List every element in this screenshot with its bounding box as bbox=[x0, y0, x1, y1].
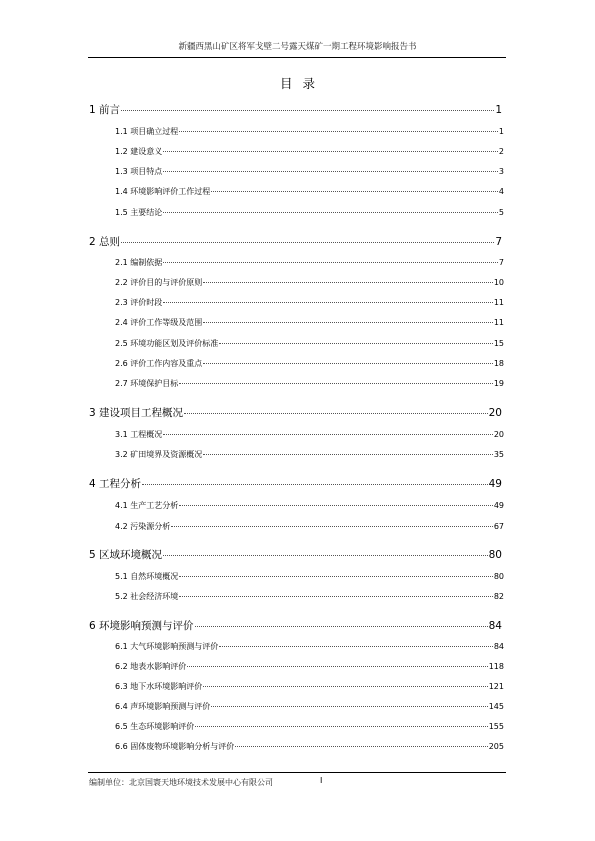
toc-page-number: 15 bbox=[493, 339, 504, 348]
toc-dot-leader bbox=[171, 526, 493, 527]
page-number: I bbox=[320, 776, 323, 785]
toc-entry-label: 2.5 环境功能区划及评价标准 bbox=[115, 339, 219, 348]
toc-page-number: 11 bbox=[493, 298, 504, 307]
toc-section-entry[interactable] bbox=[115, 126, 504, 137]
toc-section-entry[interactable] bbox=[115, 721, 504, 732]
toc-section-entry[interactable] bbox=[115, 378, 504, 389]
toc-entry-label: 6 环境影响预测与评价 bbox=[89, 620, 194, 632]
toc-page-number: 145 bbox=[488, 702, 504, 711]
toc-dot-leader bbox=[121, 110, 494, 111]
toc-dot-leader bbox=[163, 302, 493, 303]
toc-entry-label: 6.2 地表水影响评价 bbox=[115, 662, 187, 671]
toc-section-entry[interactable] bbox=[115, 297, 504, 308]
toc-page-number: 3 bbox=[498, 167, 504, 176]
toc-section-entry[interactable] bbox=[115, 500, 504, 511]
toc-entry-label: 5.1 自然环境概况 bbox=[115, 572, 179, 581]
toc-dot-leader bbox=[203, 322, 493, 323]
toc-chapter-entry[interactable] bbox=[89, 618, 502, 633]
toc-dot-leader bbox=[203, 686, 487, 687]
toc-dot-leader bbox=[163, 434, 493, 435]
toc-dot-leader bbox=[179, 131, 498, 132]
toc-section-entry[interactable] bbox=[115, 429, 504, 440]
footer-organization: 编制单位：北京国寰天地环境技术发展中心有限公司 bbox=[89, 778, 273, 787]
toc-chapter-entry[interactable] bbox=[89, 547, 502, 562]
toc-section-entry[interactable] bbox=[115, 358, 504, 369]
toc-dot-leader bbox=[219, 343, 493, 344]
toc-page-number: 80 bbox=[488, 549, 502, 561]
toc-page-number: 35 bbox=[493, 450, 504, 459]
toc-dot-leader bbox=[184, 413, 488, 414]
toc-section-entry[interactable] bbox=[115, 277, 504, 288]
toc-dot-leader bbox=[163, 212, 498, 213]
toc-page-number: 4 bbox=[498, 187, 504, 196]
toc-entry-label: 1.2 建设意义 bbox=[115, 147, 163, 156]
toc-page-number: 84 bbox=[488, 620, 502, 632]
toc-entry-label: 6.6 固体废物环境影响分析与评价 bbox=[115, 742, 235, 751]
toc-entry-label: 6.1 大气环境影响预测与评价 bbox=[115, 642, 219, 651]
toc-entry-label: 2.6 评价工作内容及重点 bbox=[115, 359, 203, 368]
toc-entry-label: 2.4 评价工作等级及范围 bbox=[115, 318, 203, 327]
toc-entry-label: 4.1 生产工艺分析 bbox=[115, 501, 179, 510]
toc-section-entry[interactable] bbox=[115, 207, 504, 218]
toc-chapter-entry[interactable] bbox=[89, 234, 502, 249]
toc-section-entry[interactable] bbox=[115, 449, 504, 460]
toc-page-number: 49 bbox=[488, 478, 502, 490]
toc-page-number: 80 bbox=[493, 572, 504, 581]
toc-dot-leader bbox=[211, 191, 498, 192]
toc-entry-label: 1.3 项目特点 bbox=[115, 167, 163, 176]
toc-page-number: 118 bbox=[488, 662, 504, 671]
running-header: 新疆西黑山矿区将军戈壁二号露天煤矿一期工程环境影响报告书 bbox=[178, 42, 417, 52]
toc-entry-label: 3 建设项目工程概况 bbox=[89, 407, 184, 419]
toc-entry-label: 1.1 项目确立过程 bbox=[115, 127, 179, 136]
toc-section-entry[interactable] bbox=[115, 186, 504, 197]
toc-page-number: 20 bbox=[493, 430, 504, 439]
toc-page-number: 67 bbox=[493, 522, 504, 531]
toc-entry-label: 2 总则 bbox=[89, 236, 121, 248]
toc-dot-leader bbox=[203, 454, 493, 455]
toc-page-number: 84 bbox=[493, 642, 504, 651]
toc-dot-leader bbox=[179, 596, 493, 597]
toc-section-entry[interactable] bbox=[115, 661, 504, 672]
toc-section-entry[interactable] bbox=[115, 521, 504, 532]
toc-dot-leader bbox=[195, 626, 488, 627]
toc-dot-leader bbox=[163, 555, 488, 556]
toc-page-number: 121 bbox=[488, 682, 504, 691]
toc-page-number: 19 bbox=[493, 379, 504, 388]
toc-chapter-entry[interactable] bbox=[89, 405, 502, 420]
toc-page-number: 18 bbox=[493, 359, 504, 368]
toc-section-entry[interactable] bbox=[115, 591, 504, 602]
toc-entry-label: 1.4 环境影响评价工作过程 bbox=[115, 187, 211, 196]
toc-entry-label: 5.2 社会经济环境 bbox=[115, 592, 179, 601]
toc-dot-leader bbox=[203, 282, 493, 283]
toc-entry-label: 2.7 环境保护目标 bbox=[115, 379, 179, 388]
toc-dot-leader bbox=[235, 746, 487, 747]
toc-chapter-entry[interactable] bbox=[89, 476, 502, 491]
toc-dot-leader bbox=[163, 151, 498, 152]
toc-page-number: 1 bbox=[495, 104, 502, 116]
toc-entry-label: 2.3 评价时段 bbox=[115, 298, 163, 307]
toc-section-entry[interactable] bbox=[115, 257, 504, 268]
toc-section-entry[interactable] bbox=[115, 146, 504, 157]
toc-dot-leader bbox=[163, 171, 498, 172]
toc-entry-label: 3.1 工程概况 bbox=[115, 430, 163, 439]
toc-entry-label: 5 区域环境概况 bbox=[89, 549, 163, 561]
toc-dot-leader bbox=[195, 726, 487, 727]
toc-page-number: 82 bbox=[493, 592, 504, 601]
toc-page-number: 5 bbox=[498, 208, 504, 217]
toc-page-number: 2 bbox=[498, 147, 504, 156]
toc-page-number: 20 bbox=[488, 407, 502, 419]
toc-page-number: 7 bbox=[498, 258, 504, 267]
toc-title: 目录 bbox=[279, 76, 325, 91]
header-rule bbox=[88, 57, 506, 58]
toc-section-entry[interactable] bbox=[115, 641, 504, 652]
toc-entry-label: 1 前言 bbox=[89, 104, 121, 116]
toc-dot-leader bbox=[121, 242, 494, 243]
footer-rule bbox=[88, 772, 506, 773]
toc-section-entry[interactable] bbox=[115, 681, 504, 692]
toc-section-entry[interactable] bbox=[115, 317, 504, 328]
toc-page-number: 1 bbox=[498, 127, 504, 136]
toc-page-number: 10 bbox=[493, 278, 504, 287]
toc-page-number: 7 bbox=[495, 236, 502, 248]
toc-section-entry[interactable] bbox=[115, 701, 504, 712]
toc-page-number: 49 bbox=[493, 501, 504, 510]
toc-entry-label: 3.2 矿田境界及资源概况 bbox=[115, 450, 203, 459]
toc-dot-leader bbox=[211, 706, 487, 707]
toc-dot-leader bbox=[163, 262, 498, 263]
toc-section-entry[interactable] bbox=[115, 166, 504, 177]
toc-dot-leader bbox=[179, 383, 493, 384]
toc-section-entry[interactable] bbox=[115, 571, 504, 582]
toc-section-entry[interactable] bbox=[115, 338, 504, 349]
toc-entry-label: 2.2 评价目的与评价原则 bbox=[115, 278, 203, 287]
toc-dot-leader bbox=[219, 646, 493, 647]
toc-page-number: 155 bbox=[488, 722, 504, 731]
toc-entry-label: 4.2 污染源分析 bbox=[115, 522, 171, 531]
toc-dot-leader bbox=[203, 363, 493, 364]
toc-entry-label: 6.4 声环境影响预测与评价 bbox=[115, 702, 211, 711]
toc-page-number: 11 bbox=[493, 318, 504, 327]
toc-chapter-entry[interactable] bbox=[89, 102, 502, 117]
toc-entry-label: 6.5 生态环境影响评价 bbox=[115, 722, 195, 731]
toc-dot-leader bbox=[142, 484, 488, 485]
toc-dot-leader bbox=[187, 666, 487, 667]
toc-dot-leader bbox=[179, 576, 493, 577]
toc-entry-label: 6.3 地下水环境影响评价 bbox=[115, 682, 203, 691]
toc-dot-leader bbox=[179, 505, 493, 506]
toc-page-number: 205 bbox=[488, 742, 504, 751]
toc-entry-label: 1.5 主要结论 bbox=[115, 208, 163, 217]
toc-entry-label: 2.1 编制依据 bbox=[115, 258, 163, 267]
toc-section-entry[interactable] bbox=[115, 741, 504, 752]
toc-entry-label: 4 工程分析 bbox=[89, 478, 142, 490]
